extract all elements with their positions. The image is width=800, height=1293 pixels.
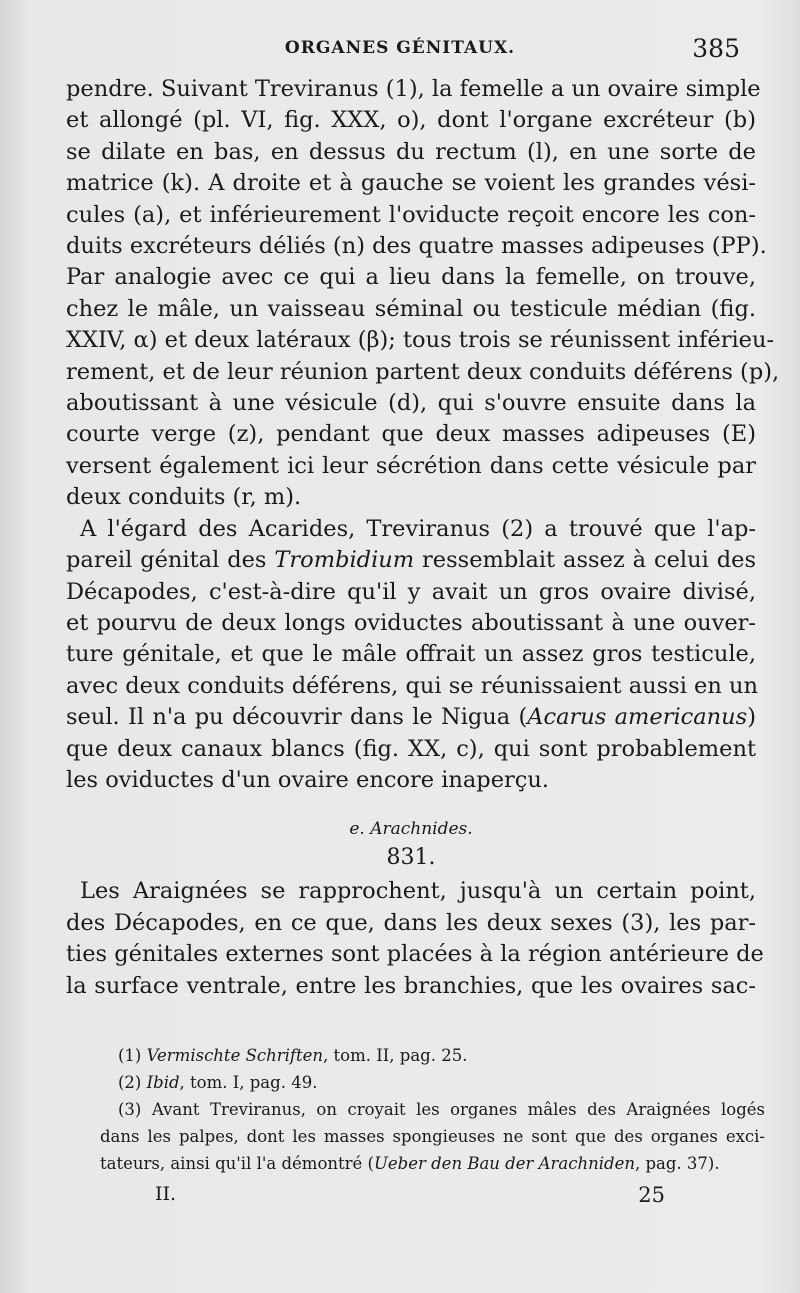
footnote-marker: (2) [118,1073,147,1092]
italic-term: Acarus americanus [527,704,748,731]
text-run: , tom. II, pag. 25. [323,1046,468,1065]
text-line: A l'égard des Acarides, Treviranus (2) a trouvé que l'ap- [80,515,756,542]
text-line: pendre. Suivant Treviranus (1), la femelle a un ovaire simple [66,76,761,102]
italic-term: Ueber den Bau der Arachniden [373,1154,635,1173]
footnote-marker: (1) [118,1046,147,1065]
text-run: seul. Il n'a pu découvrir dans le Nigua ( [66,704,528,731]
paragraph-araignees [66,876,764,1002]
text-line: ties génitales externes sont placées à la région antérieure de [66,941,764,968]
text-run: ) [747,704,756,731]
text-line: Par analogie avec ce qui a lieu dans la femelle, on trouve, [66,264,756,291]
page-number: 385 [692,34,740,63]
footnote-3-line: (3) Avant Treviranus, on croyait les organes mâles des Araignées logés [118,1100,765,1119]
paragraph-acarides [66,514,756,797]
text-run: pareil génital des [66,547,275,574]
text-line: se dilate en bas, en dessus du rectum (l), en une sorte de [66,138,756,165]
text-line: cules (a), et inférieurement l'oviducte reçoit encore les con- [66,201,756,228]
text-line: ture génitale, et que le mâle offrait un assez gros testicule, [66,641,756,668]
paragraph-continuation [66,74,780,514]
running-title: ORGANES GÉNITAUX. [284,38,516,58]
text-line: Décapodes, c'est-à-dire qu'il y avait un gros ovaire divisé, [66,578,756,605]
text-line: la surface ventrale, entre les branchies, que les ovaires sac- [66,972,756,999]
signature-number: 25 [638,1183,665,1207]
text-line [66,545,756,576]
text-line: rement, et de leur réunion partent deux conduits déférens (p), [66,358,780,385]
text-line: duits excréteurs déliés (n) des quatre masses adipeuses (PP). [66,233,767,260]
text-run: tateurs, ainsi qu'il l'a démontré ( [100,1154,374,1173]
text-line: courte verge (z), pendant que deux masses adipeuses (E) [66,421,756,448]
italic-term: Vermischte Schriften [146,1046,324,1065]
text-line: et allongé (pl. VI, fig. XXX, o), dont l'organe excréteur (b) [66,107,756,134]
page-footer [155,1183,665,1213]
page-header [60,34,740,72]
footnote-1 [100,1042,765,1069]
text-run: ressemblait assez à celui des [414,547,757,574]
signature-mark: II. [155,1183,177,1205]
text-line: aboutissant à une vésicule (d), qui s'ouvre ensuite dans la [66,390,756,417]
text-line: avec deux conduits déférens, qui se réunissaient aussi en un [66,672,758,699]
footnote-3-line: dans les palpes, dont les masses spongieuses ne sont que des organes exci- [100,1127,765,1146]
footnote-3-line [100,1150,765,1177]
footnotes [100,1042,765,1177]
text-line: que deux canaux blancs (fig. XX, c), qui sont probablement [66,735,756,762]
text-line [66,702,756,733]
text-line: des Décapodes, en ce que, dans les deux sexes (3), les par- [66,909,756,936]
text-line: et pourvu de deux longs oviductes aboutissant à une ouver- [66,609,756,636]
subsection-title: e. Arachnides. [349,819,473,840]
body-text [66,74,780,1002]
text-line: les oviductes d'un ovaire encore inaperçu. [66,766,550,793]
text-line: Les Araignées se rapprochent, jusqu'à un certain point, [80,878,756,905]
section-number: 831. [386,845,436,871]
text-line: XXIV, α) et deux latéraux (β); tous trois se réunissent inférieu- [66,327,775,354]
text-line: deux conduits (r, m). [66,484,302,511]
italic-term: Ibid [146,1073,180,1092]
text-run: , tom. I, pag. 49. [179,1073,318,1092]
footnote-2 [100,1069,765,1096]
text-line: matrice (k). A droite et à gauche se voient les grandes vési- [66,170,756,197]
italic-term: Trombidium [274,547,415,574]
text-line: chez le mâle, un vaisseau séminal ou testicule médian (fig. [66,295,756,322]
text-run: , pag. 37). [634,1154,720,1173]
text-line: versent également ici leur sécrétion dans cette vésicule par [66,452,756,479]
